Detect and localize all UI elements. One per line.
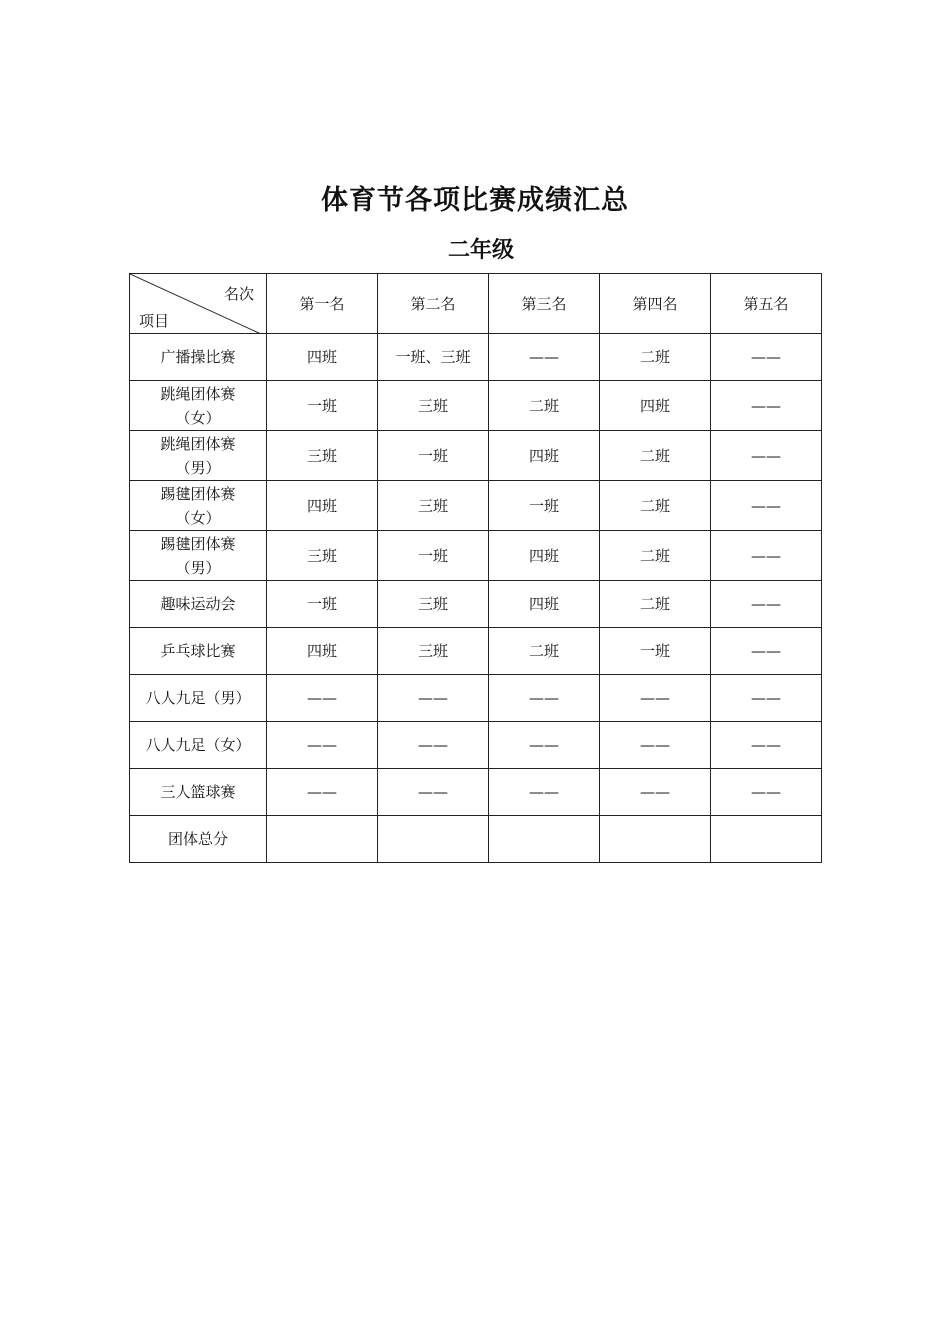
event-name-line: 团体总分 — [167, 830, 228, 848]
result-cell: 三班 — [378, 381, 489, 431]
event-name-line: 三人篮球赛 — [160, 783, 236, 801]
document-subtitle: 二年级 — [447, 238, 514, 263]
result-cell: 二班 — [600, 334, 711, 381]
result-cell: 四班 — [600, 381, 711, 431]
table-row — [130, 381, 822, 431]
table-row — [130, 675, 822, 722]
corner-header-cell — [130, 274, 267, 334]
event-name-cell — [130, 675, 267, 722]
result-cell — [489, 816, 600, 863]
event-name-cell — [130, 722, 267, 769]
event-name-line: （男） — [175, 558, 221, 577]
event-name-line: 踢毽团体赛 — [160, 484, 236, 503]
column-header: 第四名 — [600, 274, 711, 334]
result-cell: 四班 — [267, 334, 378, 381]
table-row — [130, 816, 822, 863]
diagonal-header — [130, 274, 266, 333]
table-header-row — [130, 274, 822, 334]
event-name-cell — [130, 431, 267, 481]
result-cell: 三班 — [378, 481, 489, 531]
result-cell: —— — [489, 769, 600, 816]
event-name-line: （女） — [175, 508, 221, 527]
event-name-line: 广播操比赛 — [160, 348, 236, 366]
result-cell: —— — [489, 722, 600, 769]
result-cell: 二班 — [600, 481, 711, 531]
result-cell: —— — [711, 722, 822, 769]
result-cell: —— — [267, 675, 378, 722]
event-name-line: 踢毽团体赛 — [160, 534, 236, 553]
table-row — [130, 334, 822, 381]
result-cell: 二班 — [489, 628, 600, 675]
result-cell: 一班 — [378, 531, 489, 581]
result-cell: —— — [711, 628, 822, 675]
result-cell: 一班 — [267, 581, 378, 628]
column-header: 第二名 — [378, 274, 489, 334]
result-cell: 一班 — [600, 628, 711, 675]
result-cell: —— — [489, 334, 600, 381]
event-name-cell — [130, 531, 267, 581]
result-cell: 一班 — [267, 381, 378, 431]
result-cell — [711, 816, 822, 863]
result-cell: —— — [711, 769, 822, 816]
document-title: 体育节各项比赛成绩汇总 — [321, 185, 629, 216]
result-cell: 三班 — [378, 581, 489, 628]
result-cell: —— — [267, 722, 378, 769]
result-cell — [378, 816, 489, 863]
event-name-cell — [130, 334, 267, 381]
result-cell: —— — [378, 722, 489, 769]
event-name-line: 八人九足（女） — [145, 736, 251, 754]
result-cell: 四班 — [267, 481, 378, 531]
event-name-line: 跳绳团体赛 — [160, 434, 236, 453]
result-cell: 一班、三班 — [378, 334, 489, 381]
result-cell: —— — [600, 675, 711, 722]
result-cell: —— — [711, 675, 822, 722]
result-cell: 三班 — [378, 628, 489, 675]
column-header: 第五名 — [711, 274, 822, 334]
result-cell — [600, 816, 711, 863]
table-row — [130, 431, 822, 481]
result-cell: 一班 — [378, 431, 489, 481]
table-row — [130, 628, 822, 675]
result-cell: —— — [711, 481, 822, 531]
result-cell: —— — [600, 722, 711, 769]
column-header: 第一名 — [267, 274, 378, 334]
table-row — [130, 581, 822, 628]
result-cell: —— — [711, 334, 822, 381]
table-row — [130, 531, 822, 581]
result-cell: —— — [600, 769, 711, 816]
result-cell: 四班 — [267, 628, 378, 675]
results-table — [129, 273, 822, 863]
result-cell: —— — [711, 581, 822, 628]
result-cell: 二班 — [600, 431, 711, 481]
event-name-line: （男） — [175, 458, 221, 477]
result-cell: 三班 — [267, 531, 378, 581]
event-name-line: 跳绳团体赛 — [160, 384, 236, 403]
event-name-cell — [130, 628, 267, 675]
event-name-line: 趣味运动会 — [160, 595, 236, 613]
result-cell: —— — [267, 769, 378, 816]
result-cell: —— — [378, 675, 489, 722]
result-cell: 四班 — [489, 431, 600, 481]
result-cell: —— — [711, 381, 822, 431]
result-cell: 一班 — [489, 481, 600, 531]
result-cell: —— — [711, 531, 822, 581]
rank-axis-label: 名次 — [223, 285, 254, 303]
event-axis-label: 项目 — [139, 312, 170, 330]
result-cell: 四班 — [489, 531, 600, 581]
table-row — [130, 481, 822, 531]
event-name-line: 八人九足（男） — [145, 689, 251, 707]
event-name-line: （女） — [175, 408, 221, 427]
event-name-cell — [130, 481, 267, 531]
event-name-cell — [130, 816, 267, 863]
result-cell: —— — [378, 769, 489, 816]
event-name-cell — [130, 381, 267, 431]
result-cell: 四班 — [489, 581, 600, 628]
table-row — [130, 769, 822, 816]
result-cell: 二班 — [489, 381, 600, 431]
event-name-cell — [130, 581, 267, 628]
event-name-line: 乒乓球比赛 — [160, 642, 236, 660]
result-cell: —— — [711, 431, 822, 481]
result-cell — [267, 816, 378, 863]
result-cell: 二班 — [600, 581, 711, 628]
result-cell: 二班 — [600, 531, 711, 581]
table-row — [130, 722, 822, 769]
result-cell: 三班 — [267, 431, 378, 481]
column-header: 第三名 — [489, 274, 600, 334]
event-name-cell — [130, 769, 267, 816]
result-cell: —— — [489, 675, 600, 722]
